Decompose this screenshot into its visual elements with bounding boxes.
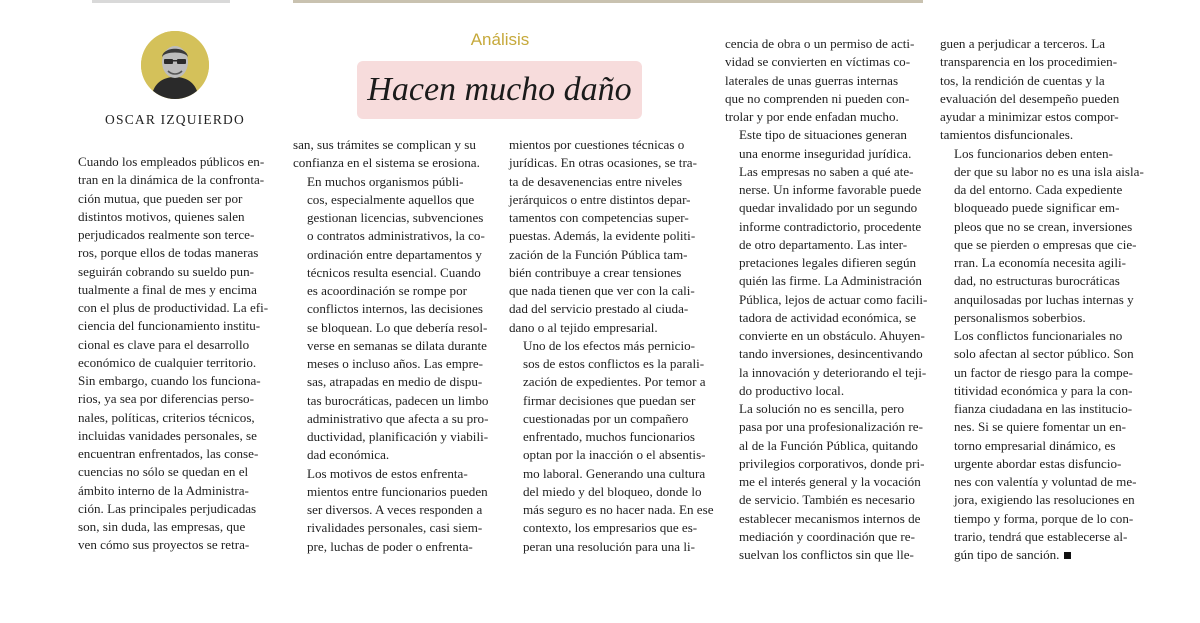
text-line: jerárquicos o entre distintos depar- (509, 191, 691, 207)
text-line: san, sus trámites se complican y su (293, 137, 476, 152)
text-line: firmar decisiones que puedan ser (523, 392, 696, 408)
text-line: gestionan licencias, subvenciones (307, 210, 484, 225)
author-name: OSCAR IZQUIERDO (105, 112, 245, 127)
top-rule (293, 0, 923, 3)
paragraph (940, 35, 1142, 145)
article-column-3 (509, 136, 714, 556)
text-line: mientos por cuestiones técnicas o (509, 137, 685, 152)
text-line: En muchos organismos públi- (307, 173, 464, 189)
text-line: sas, atrapadas en medio de dispu- (307, 374, 483, 390)
text-line: dad económica. (307, 447, 390, 463)
text-line: rivalidades personales, casi siem- (307, 520, 483, 536)
text-line: enfrentado, muchos funcionarios (523, 429, 695, 444)
text-line: se bloquean. Lo que debería resol- (307, 319, 488, 335)
paragraph (725, 35, 927, 126)
article-column-2 (293, 136, 495, 556)
text-line: tran en la dinámica de la confronta- (78, 172, 265, 188)
text-line: trario, tendrá que establecerse al- (954, 528, 1128, 544)
text-line: Cuando los empleados públicos en- (78, 154, 265, 169)
text-line: cos, especialmente aquellos que (307, 191, 475, 207)
text-line: puestas. Además, la evidente politi- (509, 228, 696, 244)
text-line: titividad económica y para la con- (954, 382, 1133, 398)
headline: Hacen mucho daño (357, 61, 642, 119)
text-line: que se pierden o empresas que cie- (954, 236, 1137, 252)
paragraph (940, 145, 1142, 328)
text-line: convierte en un obstáculo. Ahuyen- (739, 328, 925, 343)
text-line: fianza ciudadana en las institucio- (954, 401, 1133, 416)
text-line: incluidas vanidades personales, se (78, 427, 257, 443)
text-line: informe contradictorio, procedente (739, 218, 922, 234)
text-line: solo afectan al sector público. Son (954, 346, 1134, 362)
text-line: ciencia del funcionamiento institu- (78, 318, 261, 334)
text-line: nales, políticas, criterios técnicos, (78, 409, 255, 425)
text-line: personalismos soberbios. (954, 309, 1086, 325)
text-line: guen a perjudicar a terceros. La (940, 36, 1106, 51)
text-line: es acoordinación se rompe por (307, 283, 467, 298)
text-line: peran una resolución para una li- (523, 538, 695, 554)
text-line: cuencias no sólo se quedan en el (78, 464, 249, 480)
text-line: Los motivos de estos enfrenta- (307, 465, 468, 481)
text-line: Los conflictos funcionariales no (954, 328, 1123, 343)
text-line: sos de estos conflictos es la parali- (523, 356, 705, 371)
text-line: contexto, los empresarios que es- (523, 520, 698, 536)
text-line: meses o incluso años. Las empre- (307, 356, 483, 371)
text-line: conflictos internos, las decisiones (307, 301, 483, 317)
text-line: dad del servicio prestado al ciuda- (509, 301, 689, 317)
text-line: privilegios corporativos, donde pri- (739, 455, 925, 471)
text-line: La solución no es sencilla, pero (739, 401, 905, 416)
text-line: ámbito interno de la Administra- (78, 482, 249, 498)
text-line: Las empresas no saben a qué ate- (739, 163, 914, 179)
text-line: verse en semanas se dilata durante (307, 337, 487, 353)
text-line: Los funcionarios deben enten- (954, 145, 1113, 161)
text-line: anquilosadas por luchas internas y (954, 291, 1134, 307)
text-line: seguirán cobrando su sueldo pun- (78, 263, 254, 279)
text-line: Este tipo de situaciones generan (739, 127, 907, 143)
text-line: zación de la Función Pública tam- (509, 246, 688, 262)
text-line: pretaciones legales difieren según (739, 255, 917, 270)
paragraph (293, 173, 495, 465)
text-line: pasa por una profesionalización re- (739, 419, 923, 435)
article-column-1 (78, 153, 273, 555)
text-line: ayudar a minimizar estos compor- (940, 109, 1119, 124)
text-line: distintos motivos, quienes salen (78, 208, 245, 224)
text-line: ros, porque ellos de todas maneras (78, 245, 259, 261)
text-line: urgente abordar estas disfuncio- (954, 455, 1122, 471)
text-line: zación de expedientes. Por temor a (523, 374, 706, 390)
text-line: un factor de riesgo para la compe- (954, 364, 1133, 380)
text-line: da del entorno. Cada expediente (954, 182, 1123, 197)
text-line: de servicio. También es necesario (739, 492, 915, 508)
text-line: der que su labor no es una isla aisla- (954, 163, 1144, 179)
text-line: ductividad, planificación y viabili- (307, 429, 489, 444)
text-line: pre, luchas de poder o enfrenta- (307, 538, 473, 554)
text-line: mediación y coordinación que re- (739, 528, 915, 544)
text-line: ción. Las principales perjudicadas (78, 500, 257, 516)
text-line: nes con valentía y voluntad de me- (954, 474, 1137, 489)
text-line: cuestionadas por un compañero (523, 410, 689, 426)
text-line: suelvan los conflictos sin que lle- (739, 547, 914, 562)
text-line: jora, exigiendo las resoluciones en (954, 492, 1135, 508)
end-of-article-icon (1064, 552, 1071, 559)
text-line: técnicos resulta esencial. Cuando (307, 264, 481, 280)
text-line: cencia de obra o un permiso de acti- (725, 36, 915, 51)
text-line: dad, no estructuras burocráticas (954, 273, 1120, 289)
text-line: nes. Si se quiere fomentar un en- (954, 419, 1126, 435)
text-line: tamientos disfuncionales. (940, 127, 1074, 143)
text-line: tando inversiones, desincentivando (739, 346, 923, 362)
text-line: jurídicas. En otras ocasiones, se tra- (509, 155, 697, 171)
text-line: Uno de los efectos más pernicio- (523, 337, 695, 353)
text-line: me el interés general y la vocación (739, 474, 921, 489)
text-line: ordinación entre departamentos y (307, 246, 482, 262)
author-avatar (141, 31, 209, 99)
text-line: bloqueado puede significar em- (954, 200, 1120, 216)
section-label: Análisis (470, 30, 530, 49)
text-line: tas burocráticas, padecen un limbo (307, 392, 489, 408)
text-line: ta de desavenencias entre niveles (509, 173, 683, 189)
text-line: encuentran enfrentados, las conse- (78, 446, 259, 461)
text-line: son, sin duda, las empresas, que (78, 519, 246, 534)
text-line: pleos que no se crean, inversiones (954, 218, 1133, 234)
article-column-4 (725, 35, 927, 564)
text-line: al de la Función Pública, quitando (739, 437, 918, 453)
text-line: establecer mecanismos internos de (739, 510, 921, 526)
text-line: de otro departamento. Las inter- (739, 236, 908, 252)
text-line: ción mutua, que pueden ser por (78, 190, 243, 206)
text-line: Pública, lejos de actuar como facili- (739, 291, 928, 307)
text-line: económico de cualquier territorio. (78, 354, 257, 370)
text-line: trolar y por ende enfadan mucho. (725, 109, 899, 124)
text-line: tualmente a final de mes y encima (78, 281, 257, 297)
text-line: una enorme inseguridad jurídica. (739, 145, 912, 161)
text-line: tos, la rendición de cuentas y la (940, 72, 1105, 88)
text-line: Sin embargo, cuando los funciona- (78, 373, 261, 388)
paragraph (725, 126, 927, 400)
text-line: cional es clave para el desarrollo (78, 336, 250, 352)
author-portrait-icon (141, 31, 209, 99)
text-line: que no comprenden ni pueden con- (725, 90, 910, 106)
text-line: gún tipo de sanción. (940, 546, 1142, 564)
text-line: administrativo que afecta a su pro- (307, 410, 489, 426)
paragraph (509, 136, 711, 337)
text-line: más seguro es no hacer nada. En ese (523, 502, 714, 517)
text-line: quién las firme. La Administración (739, 273, 922, 289)
text-line: rran. La economía necesita agili- (954, 255, 1126, 270)
text-line: evaluación del desempeño pueden (940, 90, 1120, 106)
text-line: mientos entre funcionarios pueden (307, 483, 488, 499)
paragraph (78, 153, 273, 555)
text-line: tiempo y forma, porque de lo con- (954, 510, 1134, 526)
paragraph (293, 465, 495, 556)
text-line: dano o al tejido empresarial. (509, 319, 658, 335)
text-line: transparencia en los procedimien- (940, 54, 1118, 70)
text-line: vidad se convierten en víctimas co- (725, 54, 911, 70)
paragraph (725, 400, 927, 564)
paragraph (509, 337, 714, 556)
text-line: del miedo y del bloqueo, donde lo (523, 483, 702, 499)
text-line: o contratos administrativos, la co- (307, 228, 485, 244)
top-rule-left (92, 0, 230, 3)
text-line: nerse. Un informe favorable puede (739, 182, 922, 197)
text-line: confianza en el sistema se erosiona. (293, 155, 480, 171)
text-line: que nada tienen que ver con la cali- (509, 283, 695, 298)
text-line: bién contribuye a crear tensiones (509, 264, 682, 280)
paragraph (940, 327, 1142, 564)
text-line: laterales de unas guerras internas (725, 72, 899, 88)
text-line: torno empresarial dinámico, es (954, 437, 1116, 453)
text-line: ser diversos. A veces responden a (307, 502, 483, 517)
article-column-5 (940, 35, 1142, 564)
text-line: tadora de actividad económica, se (739, 309, 917, 325)
text-line: optan por la inacción o el absentis- (523, 447, 706, 463)
text-line: ven cómo sus proyectos se retra- (78, 537, 250, 553)
paragraph (293, 136, 495, 173)
text-line: quedar invalidado por un segundo (739, 200, 918, 216)
text-line: perjudicados realmente son terce- (78, 227, 255, 242)
text-line: rios, ya sea por diferencias perso- (78, 391, 254, 407)
text-line: do productivo local. (739, 382, 845, 398)
text-line: mo laboral. Generando una cultura (523, 465, 706, 481)
text-line: con el plus de productividad. La efi- (78, 300, 269, 315)
text-line: la innovación y deteriorando el teji- (739, 364, 927, 380)
text-line: tamentos con competencias super- (509, 210, 689, 225)
